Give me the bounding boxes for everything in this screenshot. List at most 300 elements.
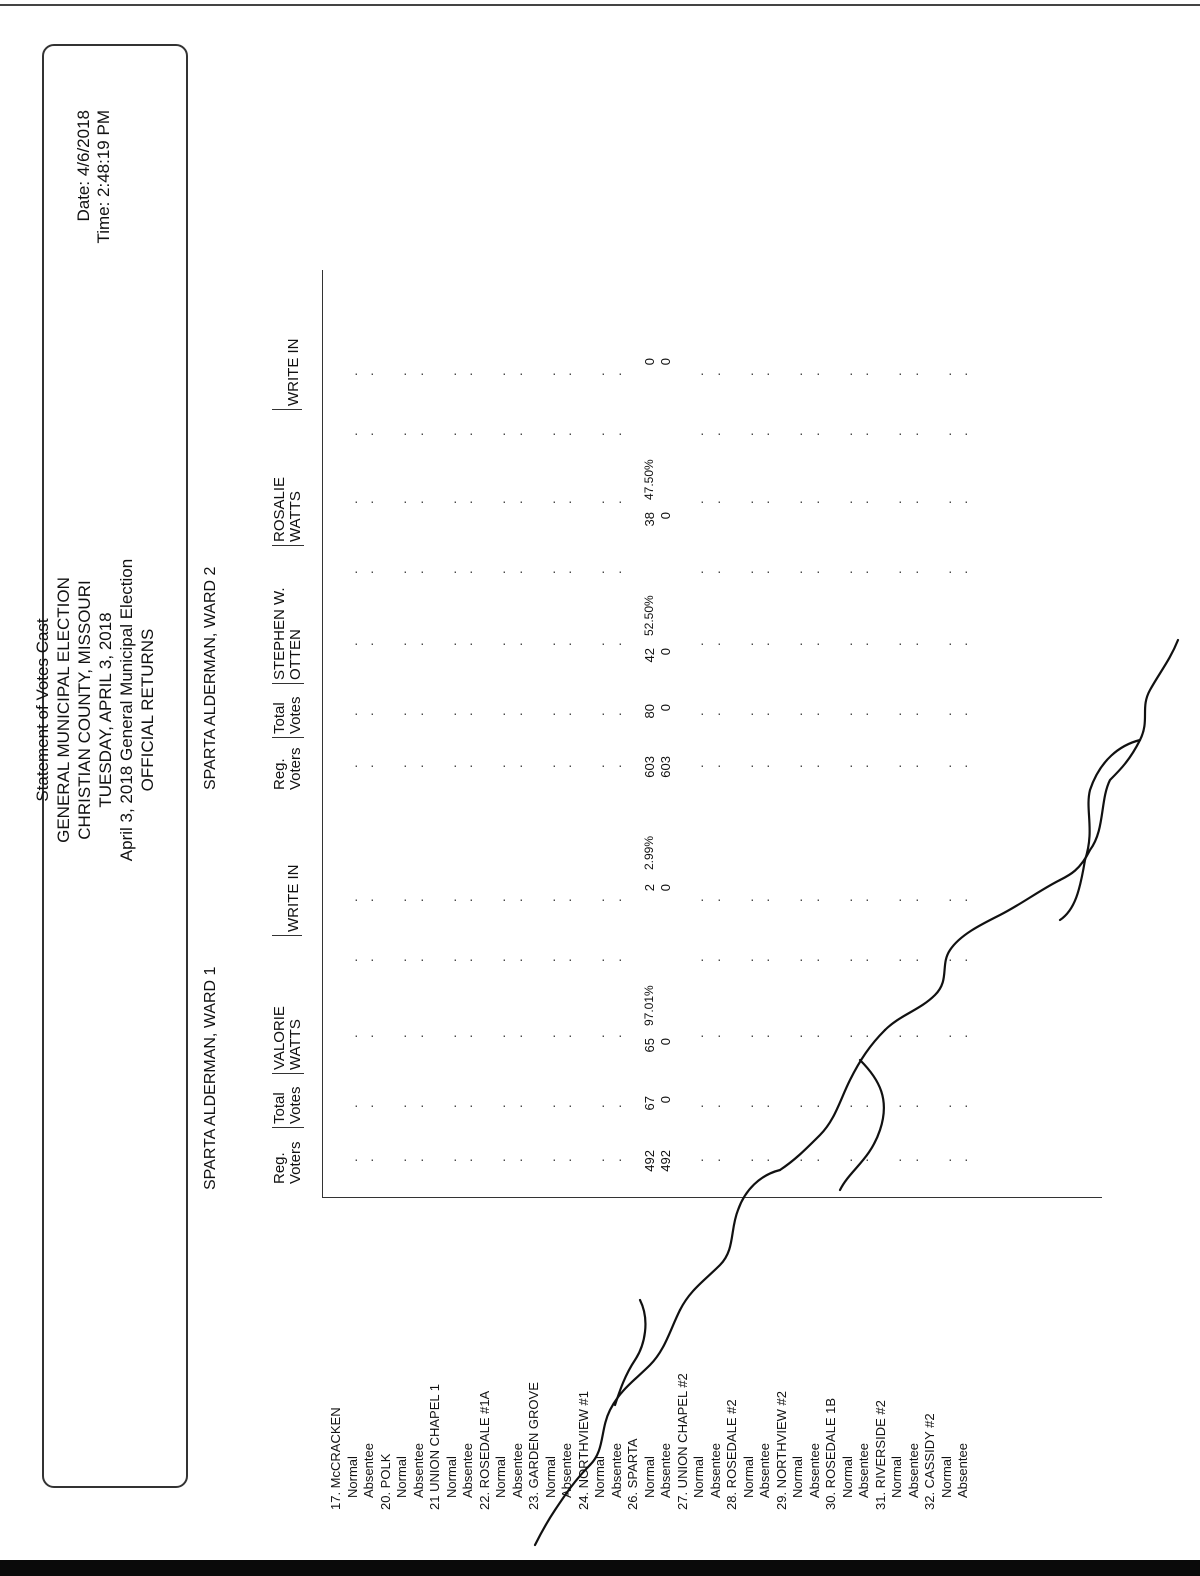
empty-cell-dot: . xyxy=(361,958,376,962)
empty-cell-dot: . xyxy=(938,1158,954,1162)
empty-cell-dot: . xyxy=(740,500,756,504)
empty-cell-dot: . xyxy=(707,642,723,646)
empty-cell-dot: . xyxy=(509,1104,525,1108)
empty-cell-dot: . xyxy=(905,712,921,716)
empty-cell-dot: . xyxy=(410,1034,426,1038)
empty-cell-dot: . xyxy=(608,570,624,574)
empty-cell-dot: . xyxy=(344,432,360,436)
precinct-row: Absentee xyxy=(658,1443,673,1498)
empty-cell-dot: . xyxy=(344,958,360,962)
empty-cell-dot: . xyxy=(889,500,904,504)
empty-cell-dot: . xyxy=(740,712,756,716)
empty-cell-dot: . xyxy=(542,712,558,716)
empty-cell-dot: . xyxy=(806,1158,822,1162)
empty-cell-dot: . xyxy=(592,898,607,902)
empty-cell-dot: . xyxy=(839,712,855,716)
col-valorie-watts xyxy=(272,1006,304,1074)
empty-cell-dot: . xyxy=(757,712,772,716)
empty-cell-dot: . xyxy=(361,1158,376,1162)
empty-cell-dot: . xyxy=(938,898,954,902)
empty-cell-dot: . xyxy=(889,372,904,376)
empty-cell-dot: . xyxy=(905,642,921,646)
empty-cell-dot: . xyxy=(344,500,360,504)
empty-cell-dot: . xyxy=(856,432,871,436)
empty-cell-dot: . xyxy=(889,764,904,768)
w1-valorie-watts-absentee: 0 xyxy=(658,1038,673,1046)
empty-cell-dot: . xyxy=(394,764,409,768)
header-line: Statement of Votes Cast xyxy=(33,618,52,802)
empty-cell-dot: . xyxy=(460,570,475,574)
empty-cell-dot: . xyxy=(509,570,525,574)
empty-cell-dot: . xyxy=(839,570,855,574)
empty-cell-dot: . xyxy=(443,372,459,376)
empty-cell-dot: . xyxy=(443,642,459,646)
empty-cell-dot: . xyxy=(889,1104,904,1108)
empty-cell-dot: . xyxy=(443,1104,459,1108)
empty-cell-dot: . xyxy=(707,958,723,962)
empty-cell-dot: . xyxy=(757,570,772,574)
empty-cell-dot: . xyxy=(740,764,756,768)
empty-cell-dot: . xyxy=(509,898,525,902)
empty-cell-dot: . xyxy=(889,1158,904,1162)
empty-cell-dot: . xyxy=(443,958,459,962)
col-total-votes-w2 xyxy=(272,696,304,738)
empty-cell-dot: . xyxy=(707,712,723,716)
race-title-ward2: SPARTA ALDERMAN, WARD 2 xyxy=(202,566,219,790)
empty-cell-dot: . xyxy=(806,1034,822,1038)
empty-cell-dot: . xyxy=(856,1158,871,1162)
empty-cell-dot: . xyxy=(493,432,508,436)
empty-cell-dot: . xyxy=(394,642,409,646)
empty-cell-dot: . xyxy=(542,500,558,504)
header-line: April 3, 2018 General Municipal Election xyxy=(117,558,136,862)
precinct-row: Normal xyxy=(592,1456,607,1498)
empty-cell-dot: . xyxy=(592,1104,607,1108)
col-write-in-w2 xyxy=(272,339,302,411)
empty-cell-dot: . xyxy=(806,898,822,902)
w1-total-votes-absentee: 0 xyxy=(658,1096,673,1104)
empty-cell-dot: . xyxy=(542,898,558,902)
empty-cell-dot: . xyxy=(361,712,376,716)
empty-cell-dot: . xyxy=(542,642,558,646)
report-datetime xyxy=(74,110,114,244)
empty-cell-dot: . xyxy=(757,1158,772,1162)
empty-cell-dot: . xyxy=(361,642,376,646)
empty-cell-dot: . xyxy=(691,1104,706,1108)
empty-cell-dot: . xyxy=(955,432,970,436)
empty-cell-dot: . xyxy=(691,764,706,768)
precinct-row: Absentee xyxy=(757,1443,772,1498)
header-line: GENERAL MUNICIPAL ELECTION xyxy=(54,577,73,843)
empty-cell-dot: . xyxy=(691,432,706,436)
col-rosalie-watts xyxy=(272,477,304,546)
empty-cell-dot: . xyxy=(938,764,954,768)
empty-cell-dot: . xyxy=(394,570,409,574)
empty-cell-dot: . xyxy=(856,1034,871,1038)
empty-cell-dot: . xyxy=(955,1104,970,1108)
empty-cell-dot: . xyxy=(493,1104,508,1108)
w2-reg-voters-absentee: 603 xyxy=(658,756,673,778)
empty-cell-dot: . xyxy=(559,372,574,376)
empty-cell-dot: . xyxy=(394,958,409,962)
empty-cell-dot: . xyxy=(460,1158,475,1162)
header-line: OFFICIAL RETURNS xyxy=(138,628,157,792)
empty-cell-dot: . xyxy=(410,898,426,902)
empty-cell-dot: . xyxy=(493,372,508,376)
empty-cell-dot: . xyxy=(839,1104,855,1108)
report-sheet xyxy=(33,70,1190,1510)
empty-cell-dot: . xyxy=(806,642,822,646)
empty-cell-dot: . xyxy=(740,1104,756,1108)
w2-stephen-otten-pct: 52.50% xyxy=(642,595,656,636)
precinct-name: 27. UNION CHAPEL #2 xyxy=(674,1373,690,1510)
empty-cell-dot: . xyxy=(344,642,360,646)
empty-cell-dot: . xyxy=(394,500,409,504)
empty-cell-dot: . xyxy=(559,958,574,962)
empty-cell-dot: . xyxy=(344,570,360,574)
empty-cell-dot: . xyxy=(889,958,904,962)
empty-cell-dot: . xyxy=(790,1104,805,1108)
empty-cell-dot: . xyxy=(608,898,624,902)
empty-cell-dot: . xyxy=(460,642,475,646)
precinct-row: Normal xyxy=(889,1456,904,1498)
empty-cell-dot: . xyxy=(559,432,574,436)
empty-cell-dot: . xyxy=(938,372,954,376)
empty-cell-dot: . xyxy=(938,642,954,646)
empty-cell-dot: . xyxy=(410,764,426,768)
empty-cell-dot: . xyxy=(410,1158,426,1162)
empty-cell-dot: . xyxy=(905,1104,921,1108)
empty-cell-dot: . xyxy=(839,898,855,902)
col-reg-voters-w1 xyxy=(272,1141,304,1184)
empty-cell-dot: . xyxy=(790,898,805,902)
precinct-name: 23. GARDEN GROVE xyxy=(526,1382,541,1510)
w1-reg-voters-normal: 492 xyxy=(642,1150,657,1172)
empty-cell-dot: . xyxy=(707,570,723,574)
empty-cell-dot: . xyxy=(757,500,772,504)
empty-cell-dot: . xyxy=(839,1034,855,1038)
empty-cell-dot: . xyxy=(955,500,970,504)
col-label: VALORIE WATTS xyxy=(271,1006,304,1070)
empty-cell-dot: . xyxy=(361,1034,376,1038)
empty-cell-dot: . xyxy=(691,1034,706,1038)
empty-cell-dot: . xyxy=(691,898,706,902)
w2-rosalie-watts-normal: 38 xyxy=(642,512,657,527)
empty-cell-dot: . xyxy=(905,764,921,768)
empty-cell-dot: . xyxy=(509,432,525,436)
w1-write-in-absentee: 0 xyxy=(658,884,673,892)
empty-cell-dot: . xyxy=(493,500,508,504)
empty-cell-dot: . xyxy=(938,1104,954,1108)
empty-cell-dot: . xyxy=(361,432,376,436)
empty-cell-dot: . xyxy=(955,898,970,902)
empty-cell-dot: . xyxy=(493,570,508,574)
empty-cell-dot: . xyxy=(740,958,756,962)
empty-cell-dot: . xyxy=(955,712,970,716)
empty-cell-dot: . xyxy=(592,712,607,716)
empty-cell-dot: . xyxy=(691,500,706,504)
precinct-divider xyxy=(322,1197,1102,1198)
col-label: Total Votes xyxy=(271,1086,304,1124)
empty-cell-dot: . xyxy=(394,1104,409,1108)
empty-cell-dot: . xyxy=(905,372,921,376)
empty-cell-dot: . xyxy=(740,898,756,902)
empty-cell-dot: . xyxy=(790,500,805,504)
empty-cell-dot: . xyxy=(509,1034,525,1038)
precinct-row: Normal xyxy=(443,1456,459,1498)
empty-cell-dot: . xyxy=(757,764,772,768)
empty-cell-dot: . xyxy=(394,1158,409,1162)
col-label: Reg. Voters xyxy=(271,747,304,790)
empty-cell-dot: . xyxy=(740,372,756,376)
precinct-name: 20. POLK xyxy=(377,1453,393,1510)
empty-cell-dot: . xyxy=(559,1034,574,1038)
empty-cell-dot: . xyxy=(856,570,871,574)
empty-cell-dot: . xyxy=(955,570,970,574)
empty-cell-dot: . xyxy=(757,432,772,436)
empty-cell-dot: . xyxy=(806,500,822,504)
precinct-row: Normal xyxy=(641,1456,657,1498)
empty-cell-dot: . xyxy=(856,898,871,902)
empty-cell-dot: . xyxy=(509,764,525,768)
empty-cell-dot: . xyxy=(592,500,607,504)
empty-cell-dot: . xyxy=(707,372,723,376)
empty-cell-dot: . xyxy=(410,642,426,646)
w1-valorie-watts-normal: 65 xyxy=(642,1038,657,1053)
precinct-row: Normal xyxy=(394,1456,409,1498)
empty-cell-dot: . xyxy=(410,432,426,436)
precinct-row: Normal xyxy=(691,1456,706,1498)
empty-cell-dot: . xyxy=(905,958,921,962)
empty-cell-dot: . xyxy=(955,764,970,768)
precinct-row: Absentee xyxy=(955,1443,970,1498)
empty-cell-dot: . xyxy=(410,1104,426,1108)
empty-cell-dot: . xyxy=(410,500,426,504)
empty-cell-dot: . xyxy=(592,764,607,768)
empty-cell-dot: . xyxy=(839,500,855,504)
empty-cell-dot: . xyxy=(790,764,805,768)
precinct-name: 32. CASSIDY #2 xyxy=(922,1413,937,1510)
header-line: TUESDAY, APRIL 3, 2018 xyxy=(96,612,115,808)
empty-cell-dot: . xyxy=(955,958,970,962)
empty-cell-dot: . xyxy=(757,372,772,376)
empty-cell-dot: . xyxy=(509,642,525,646)
empty-cell-dot: . xyxy=(790,432,805,436)
empty-cell-dot: . xyxy=(460,958,475,962)
empty-cell-dot: . xyxy=(955,642,970,646)
empty-cell-dot: . xyxy=(691,372,706,376)
empty-cell-dot: . xyxy=(542,1104,558,1108)
empty-cell-dot: . xyxy=(757,1104,772,1108)
empty-cell-dot: . xyxy=(806,432,822,436)
precinct-row: Absentee xyxy=(361,1443,376,1498)
empty-cell-dot: . xyxy=(592,372,607,376)
empty-cell-dot: . xyxy=(839,372,855,376)
col-label: ROSALIE WATTS xyxy=(271,476,304,542)
empty-cell-dot: . xyxy=(608,1158,624,1162)
empty-cell-dot: . xyxy=(542,432,558,436)
empty-cell-dot: . xyxy=(856,1104,871,1108)
precinct-row: Normal xyxy=(740,1456,756,1498)
empty-cell-dot: . xyxy=(740,432,756,436)
empty-cell-dot: . xyxy=(509,1158,525,1162)
empty-cell-dot: . xyxy=(493,1034,508,1038)
empty-cell-dot: . xyxy=(559,1104,574,1108)
empty-cell-dot: . xyxy=(344,764,360,768)
header-line: CHRISTIAN COUNTY, MISSOURI xyxy=(75,580,94,840)
empty-cell-dot: . xyxy=(790,570,805,574)
empty-cell-dot: . xyxy=(394,898,409,902)
precinct-row: Absentee xyxy=(608,1443,624,1498)
empty-cell-dot: . xyxy=(707,1034,723,1038)
empty-cell-dot: . xyxy=(394,1034,409,1038)
precinct-name: 29. NORTHVIEW #2 xyxy=(773,1391,789,1510)
w2-write-in-absentee: 0 xyxy=(658,358,673,366)
col-stephen-otten xyxy=(272,587,304,684)
w1-reg-voters-absentee: 492 xyxy=(658,1150,673,1172)
bottom-scan-edge xyxy=(0,1560,1200,1576)
precinct-row: Absentee xyxy=(559,1443,574,1498)
w2-write-in-normal: 0 xyxy=(642,358,657,366)
empty-cell-dot: . xyxy=(509,712,525,716)
precinct-name: 17. McCRACKEN xyxy=(328,1407,343,1510)
col-label: STEPHEN W. OTTEN xyxy=(271,587,304,680)
empty-cell-dot: . xyxy=(592,1158,607,1162)
empty-cell-dot: . xyxy=(410,958,426,962)
empty-cell-dot: . xyxy=(394,432,409,436)
empty-cell-dot: . xyxy=(740,1158,756,1162)
empty-cell-dot: . xyxy=(608,958,624,962)
empty-cell-dot: . xyxy=(757,642,772,646)
col-label: Reg. Voters xyxy=(271,1141,304,1184)
empty-cell-dot: . xyxy=(493,764,508,768)
empty-cell-dot: . xyxy=(839,1158,855,1162)
empty-cell-dot: . xyxy=(955,372,970,376)
empty-cell-dot: . xyxy=(856,500,871,504)
empty-cell-dot: . xyxy=(394,372,409,376)
empty-cell-dot: . xyxy=(707,500,723,504)
w1-write-in-pct: 2.99% xyxy=(642,835,656,870)
empty-cell-dot: . xyxy=(856,642,871,646)
empty-cell-dot: . xyxy=(757,1034,772,1038)
empty-cell-dot: . xyxy=(757,898,772,902)
empty-cell-dot: . xyxy=(493,898,508,902)
empty-cell-dot: . xyxy=(542,764,558,768)
empty-cell-dot: . xyxy=(559,570,574,574)
empty-cell-dot: . xyxy=(493,642,508,646)
w2-rosalie-watts-pct: 47.50% xyxy=(642,459,656,500)
empty-cell-dot: . xyxy=(559,500,574,504)
empty-cell-dot: . xyxy=(790,958,805,962)
empty-cell-dot: . xyxy=(839,958,855,962)
empty-cell-dot: . xyxy=(905,1034,921,1038)
empty-cell-dot: . xyxy=(443,764,459,768)
empty-cell-dot: . xyxy=(460,1104,475,1108)
empty-cell-dot: . xyxy=(460,432,475,436)
empty-cell-dot: . xyxy=(361,570,376,574)
empty-cell-dot: . xyxy=(707,1158,723,1162)
precinct-row: Absentee xyxy=(806,1443,822,1498)
empty-cell-dot: . xyxy=(592,958,607,962)
empty-cell-dot: . xyxy=(509,500,525,504)
empty-cell-dot: . xyxy=(839,432,855,436)
empty-cell-dot: . xyxy=(790,1158,805,1162)
empty-cell-dot: . xyxy=(542,570,558,574)
col-total-votes-w1 xyxy=(272,1086,304,1128)
empty-cell-dot: . xyxy=(691,1158,706,1162)
w2-stephen-otten-absentee: 0 xyxy=(658,648,673,656)
empty-cell-dot: . xyxy=(608,642,624,646)
empty-cell-dot: . xyxy=(443,500,459,504)
empty-cell-dot: . xyxy=(806,1104,822,1108)
empty-cell-dot: . xyxy=(493,958,508,962)
empty-cell-dot: . xyxy=(608,1104,624,1108)
empty-cell-dot: . xyxy=(608,712,624,716)
empty-cell-dot: . xyxy=(460,898,475,902)
empty-cell-dot: . xyxy=(905,1158,921,1162)
empty-cell-dot: . xyxy=(493,1158,508,1162)
empty-cell-dot: . xyxy=(938,712,954,716)
empty-cell-dot: . xyxy=(443,1034,459,1038)
empty-cell-dot: . xyxy=(460,1034,475,1038)
precinct-row: Normal xyxy=(542,1456,558,1498)
report-date: Date: 4/6/2018 xyxy=(74,110,93,222)
empty-cell-dot: . xyxy=(707,764,723,768)
empty-cell-dot: . xyxy=(542,372,558,376)
empty-cell-dot: . xyxy=(344,1158,360,1162)
precinct-row: Normal xyxy=(839,1456,855,1498)
empty-cell-dot: . xyxy=(938,432,954,436)
precinct-list xyxy=(328,1200,972,1510)
empty-cell-dot: . xyxy=(592,1034,607,1038)
empty-cell-dot: . xyxy=(806,764,822,768)
empty-cell-dot: . xyxy=(740,642,756,646)
precinct-row: Absentee xyxy=(410,1443,426,1498)
empty-cell-dot: . xyxy=(790,1034,805,1038)
empty-cell-dot: . xyxy=(361,1104,376,1108)
empty-cell-dot: . xyxy=(707,432,723,436)
empty-cell-dot: . xyxy=(806,570,822,574)
empty-cell-dot: . xyxy=(361,500,376,504)
precinct-row: Normal xyxy=(790,1456,805,1498)
empty-cell-dot: . xyxy=(460,372,475,376)
empty-cell-dot: . xyxy=(707,898,723,902)
empty-cell-dot: . xyxy=(691,712,706,716)
w1-valorie-watts-pct: 97.01% xyxy=(642,985,656,1026)
empty-cell-dot: . xyxy=(344,1034,360,1038)
empty-cell-dot: . xyxy=(790,642,805,646)
empty-cell-dot: . xyxy=(938,1034,954,1038)
w2-reg-voters-normal: 603 xyxy=(642,756,657,778)
empty-cell-dot: . xyxy=(856,712,871,716)
precinct-name: 21 UNION CHAPEL 1 xyxy=(427,1384,442,1510)
empty-cell-dot: . xyxy=(460,712,475,716)
empty-cell-dot: . xyxy=(542,958,558,962)
empty-cell-dot: . xyxy=(559,712,574,716)
precinct-row: Normal xyxy=(344,1456,360,1498)
empty-cell-dot: . xyxy=(460,500,475,504)
precinct-name: 26. SPARTA xyxy=(625,1438,640,1510)
report-header xyxy=(32,330,158,1090)
empty-cell-dot: . xyxy=(938,570,954,574)
precinct-row: Normal xyxy=(938,1456,954,1498)
empty-cell-dot: . xyxy=(790,712,805,716)
empty-cell-dot: . xyxy=(889,712,904,716)
precinct-row: Absentee xyxy=(509,1443,525,1498)
empty-cell-dot: . xyxy=(344,898,360,902)
empty-cell-dot: . xyxy=(938,958,954,962)
empty-cell-dot: . xyxy=(608,1034,624,1038)
